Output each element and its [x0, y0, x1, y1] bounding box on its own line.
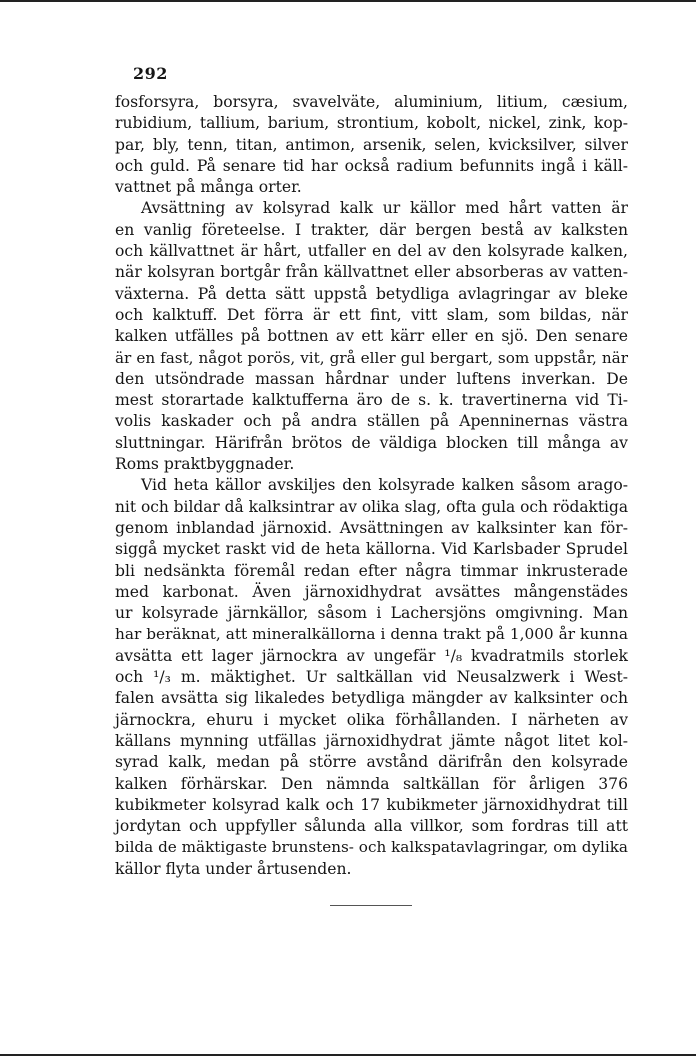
body-text	[115, 92, 628, 880]
text-line: bilda de mäktigaste brunstens- och kalkspatavlagringar, om dylika	[115, 838, 628, 857]
text-line: kalken utfälles på bottnen av ett kärr eller en sjö. Den senare	[115, 327, 628, 346]
text-line: kalken förhärskar. Den nämnda saltkällan för årligen 376	[115, 774, 628, 793]
text-line: Avsättning av kolsyrad kalk ur källor med hårt vatten är	[141, 199, 628, 218]
top-edge-rule	[0, 0, 696, 2]
text-line: kubikmeter kolsyrad kalk och 17 kubikmeter järnoxidhydrat till	[115, 795, 628, 814]
text-line: och kalktuff. Det förra är ett fint, vitt slam, som bildas, när	[115, 305, 628, 324]
text-line: sluttningar. Härifrån brötos de väldiga blocken till många av	[115, 433, 628, 452]
text-line: jordytan och uppfyller sålunda alla villkor, som fordras till att	[115, 817, 628, 836]
page-number: 292	[133, 64, 168, 83]
text-line: volis kaskader och på andra ställen på Apenninernas västra	[115, 412, 628, 431]
text-line: den utsöndrade massan hårdnar under luftens inverkan. De	[115, 369, 628, 388]
text-line: siggå mycket raskt vid de heta källorna. Vid Karlsbader Sprudel	[115, 540, 628, 559]
text-line: med karbonat. Även järnoxidhydrat avsättes mångenstädes	[115, 582, 628, 601]
text-line: par, bly, tenn, titan, antimon, arsenik, selen, kvicksilver, silver	[115, 135, 628, 154]
text-line: Roms praktbyggnader.	[115, 455, 295, 474]
text-line: genom inblandad järnoxid. Avsättningen av kalksinter kan för-	[115, 518, 628, 537]
text-line: fosforsyra, borsyra, svavelväte, aluminium, litium, cæsium,	[115, 93, 628, 111]
text-line: nit och bildar då kalksintrar av olika slag, ofta gula och rödaktiga	[115, 497, 628, 516]
section-separator-rule	[330, 905, 412, 906]
text-line: syrad kalk, medan på större avstånd därifrån den kolsyrade	[115, 753, 628, 772]
text-line: avsätta ett lager järnockra av ungefär ¹/₈ kvadratmils storlek	[115, 646, 628, 665]
text-line: Vid heta källor avskiljes den kolsyrade kalken såsom arago-	[141, 476, 628, 495]
text-line: ur kolsyrade järnkällor, såsom i Lachersjöns omgivning. Man	[115, 604, 628, 623]
bottom-edge-rule	[0, 1054, 696, 1056]
text-line: och ¹/₃ m. mäktighet. Ur saltkällan vid Neusalzwerk i West-	[115, 668, 628, 687]
paragraph-3	[115, 475, 628, 880]
text-line: en vanlig företeelse. I trakter, där bergen bestå av kalksten	[115, 220, 628, 239]
text-line: och guld. På senare tid har också radium befunnits ingå i käll-	[115, 156, 628, 175]
text-line: är en fast, något porös, vit, grå eller gul bergart, som uppstår, när	[115, 348, 628, 367]
text-line: järnockra, ehuru i mycket olika förhållanden. I närheten av	[115, 710, 628, 729]
paragraph-1	[115, 92, 628, 198]
text-line: källor flyta under årtusenden.	[115, 859, 352, 878]
text-line: när kolsyran bortgår från källvattnet eller absorberas av vatten-	[115, 263, 628, 282]
text-line: bli nedsänkta föremål redan efter några timmar inkrusterade	[115, 561, 628, 580]
text-line: mest storartade kalktufferna äro de s. k. travertinerna vid Ti-	[115, 391, 628, 410]
text-line: har beräknat, att mineralkällorna i denna trakt på 1,000 år kunna	[115, 625, 628, 644]
text-line: växterna. På detta sätt uppstå betydliga avlagringar av bleke	[115, 284, 628, 303]
text-line: falen avsätta sig likaledes betydliga mängder av kalksinter och	[115, 689, 628, 708]
paragraph-2	[115, 198, 628, 475]
text-line: rubidium, tallium, barium, strontium, kobolt, nickel, zink, kop-	[115, 114, 628, 133]
text-line: vattnet på många orter.	[115, 178, 302, 197]
text-line: källans mynning utfällas järnoxidhydrat jämte något litet kol-	[115, 731, 628, 750]
text-line: och källvattnet är hårt, utfaller en del av den kolsyrade kalken,	[115, 242, 628, 261]
